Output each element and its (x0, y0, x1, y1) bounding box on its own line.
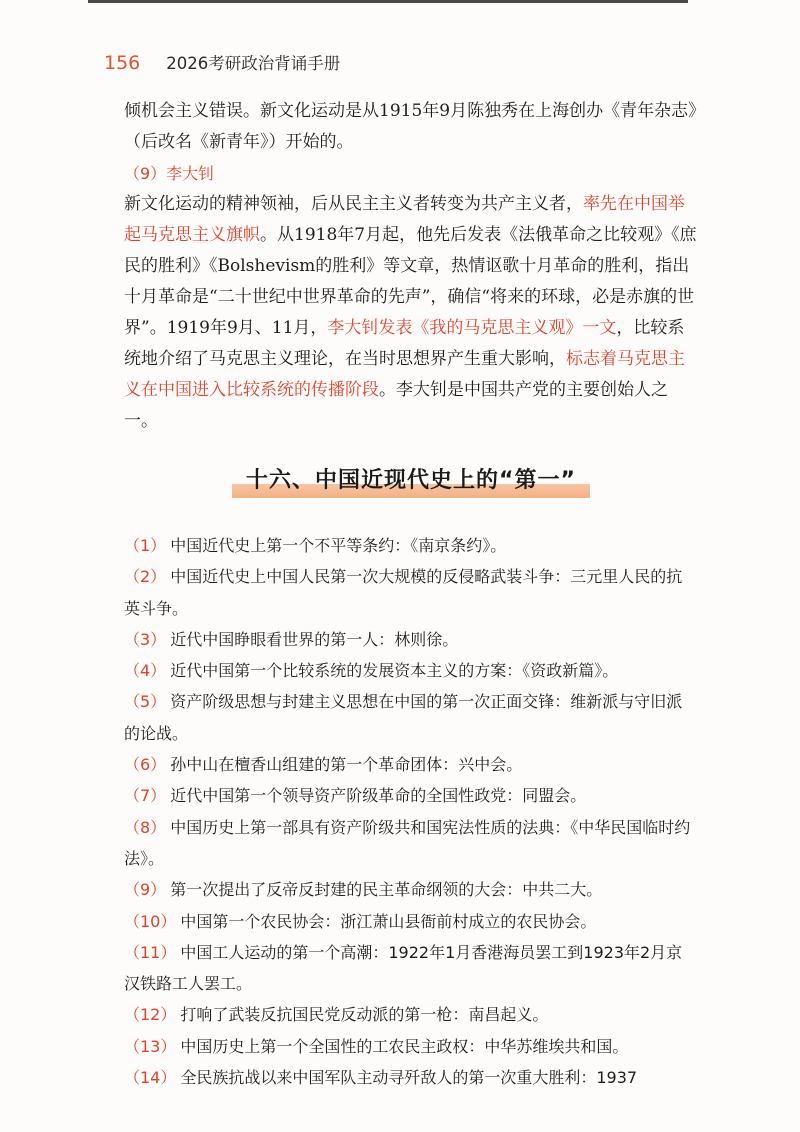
item-number: （9） (124, 880, 167, 900)
item-text: 全民族抗战以来中国军队主动寻歼敌人的第一次重大胜利：1937 (180, 1068, 638, 1088)
book-title: 2026考研政治背诵手册 (166, 54, 341, 73)
subheading-li-dazhao: （9）李大钊 (124, 164, 215, 183)
list-item (124, 530, 698, 561)
page-header (104, 50, 340, 74)
list-item (124, 655, 698, 686)
highlight-text: 标志着马克思主义在中国进入比较系统的传播阶段 (124, 349, 685, 400)
li-dazhao-paragraph (124, 189, 698, 437)
list-item (124, 624, 698, 655)
list-item (124, 812, 698, 875)
item-number: （13） (124, 1036, 177, 1056)
text-run: ，比较系统地介绍了马克思主义理论，在当时思想界产生重大影响， (124, 318, 685, 369)
intro-paragraph: 倾机会主义错误。新文化运动是从1915年9月陈独秀在上海创办《青年杂志》（后改名《新青年》）开始的。 (124, 101, 697, 152)
item-number: （6） (124, 755, 167, 775)
item-text: 资产阶级思想与封建主义思想在中国的第一次正面交锋：维新派与守旧派的论战。 (124, 692, 683, 743)
item-text: 孙中山在檀香山组建的第一个革命团体：兴中会。 (170, 755, 523, 775)
item-text: 中国历史上第一个全国性的工农民主政权：中华苏维埃共和国。 (180, 1036, 629, 1056)
item-number: （1） (124, 536, 167, 555)
item-number: （7） (124, 786, 167, 806)
text-run: 新文化运动的精神领袖，后从民主主义者转变为共产主义者， (124, 194, 583, 214)
item-text: 第一次提出了反帝反封建的民主革命纲领的大会：中共二大。 (170, 880, 603, 900)
item-text: 近代中国睁眼看世界的第一人：林则徐。 (170, 629, 459, 649)
section-heading (124, 465, 698, 498)
item-text: 近代中国第一个领导资产阶级革命的全国性政党：同盟会。 (170, 786, 587, 806)
highlight-text: 李大钊发表《我的马克思主义观》一文 (327, 318, 617, 338)
item-number: （3） (124, 629, 167, 649)
item-text: 中国历史上第一部具有资产阶级共和国宪法性质的法典：《中华民国临时约法》。 (124, 817, 691, 868)
list-item (124, 686, 698, 749)
page-content (124, 96, 698, 1093)
item-text: 打响了武装反抗国民党反动派的第一枪：南昌起义。 (180, 1005, 549, 1025)
list-item (124, 561, 698, 624)
list-item (124, 1062, 698, 1093)
item-number: （14） (124, 1068, 177, 1088)
item-text: 中国近代史上第一个不平等条约：《南京条约》。 (170, 536, 507, 555)
item-text: 中国近代史上中国人民第一次大规模的反侵略武装斗争：三元里人民的抗英斗争。 (124, 567, 683, 618)
list-item (124, 874, 698, 905)
item-number: （12） (124, 1005, 177, 1025)
item-number: （10） (124, 911, 177, 931)
list-item (124, 906, 698, 937)
list-item (124, 780, 698, 811)
list-item (124, 999, 698, 1030)
item-text: 中国工人运动的第一个高潮：1922年1月香港海员罢工到1923年2月京汉铁路工人罢工。 (124, 942, 683, 994)
item-text: 中国第一个农民协会：浙江萧山县衙前村成立的农民协会。 (180, 911, 597, 931)
item-number: （11） (124, 942, 177, 962)
item-number: （2） (124, 567, 167, 587)
list-item (124, 937, 698, 1000)
item-number: （4） (124, 661, 167, 681)
item-number: （8） (124, 817, 167, 837)
list-item (124, 1031, 698, 1062)
firsts-list (124, 530, 698, 1093)
text-run: 。李大钊是中国共产党的主要创始人之一。 (124, 380, 668, 431)
section-title: 十六、中国近现代史上的“第一” (232, 465, 590, 498)
item-number: （5） (124, 692, 167, 712)
list-item (124, 749, 698, 780)
top-rule (88, 0, 688, 3)
item-text: 近代中国第一个比较系统的发展资本主义的方案：《资政新篇》。 (170, 661, 619, 681)
page-number: 156 (104, 52, 141, 74)
text-run: 。从1918年7月起，他先后发表《法俄革命之比较观》《庶民的胜利》《Bolshevism的胜利》等文章，热情讴歌十月革命的胜利，指出十月革命是“二十世纪中世界革命的先声”，确信“将来的环球，必是赤旗的世界”。1919年9月、11月， (124, 225, 697, 338)
highlight-text: 率先在中国举起马克思主义旗帜 (124, 194, 685, 245)
